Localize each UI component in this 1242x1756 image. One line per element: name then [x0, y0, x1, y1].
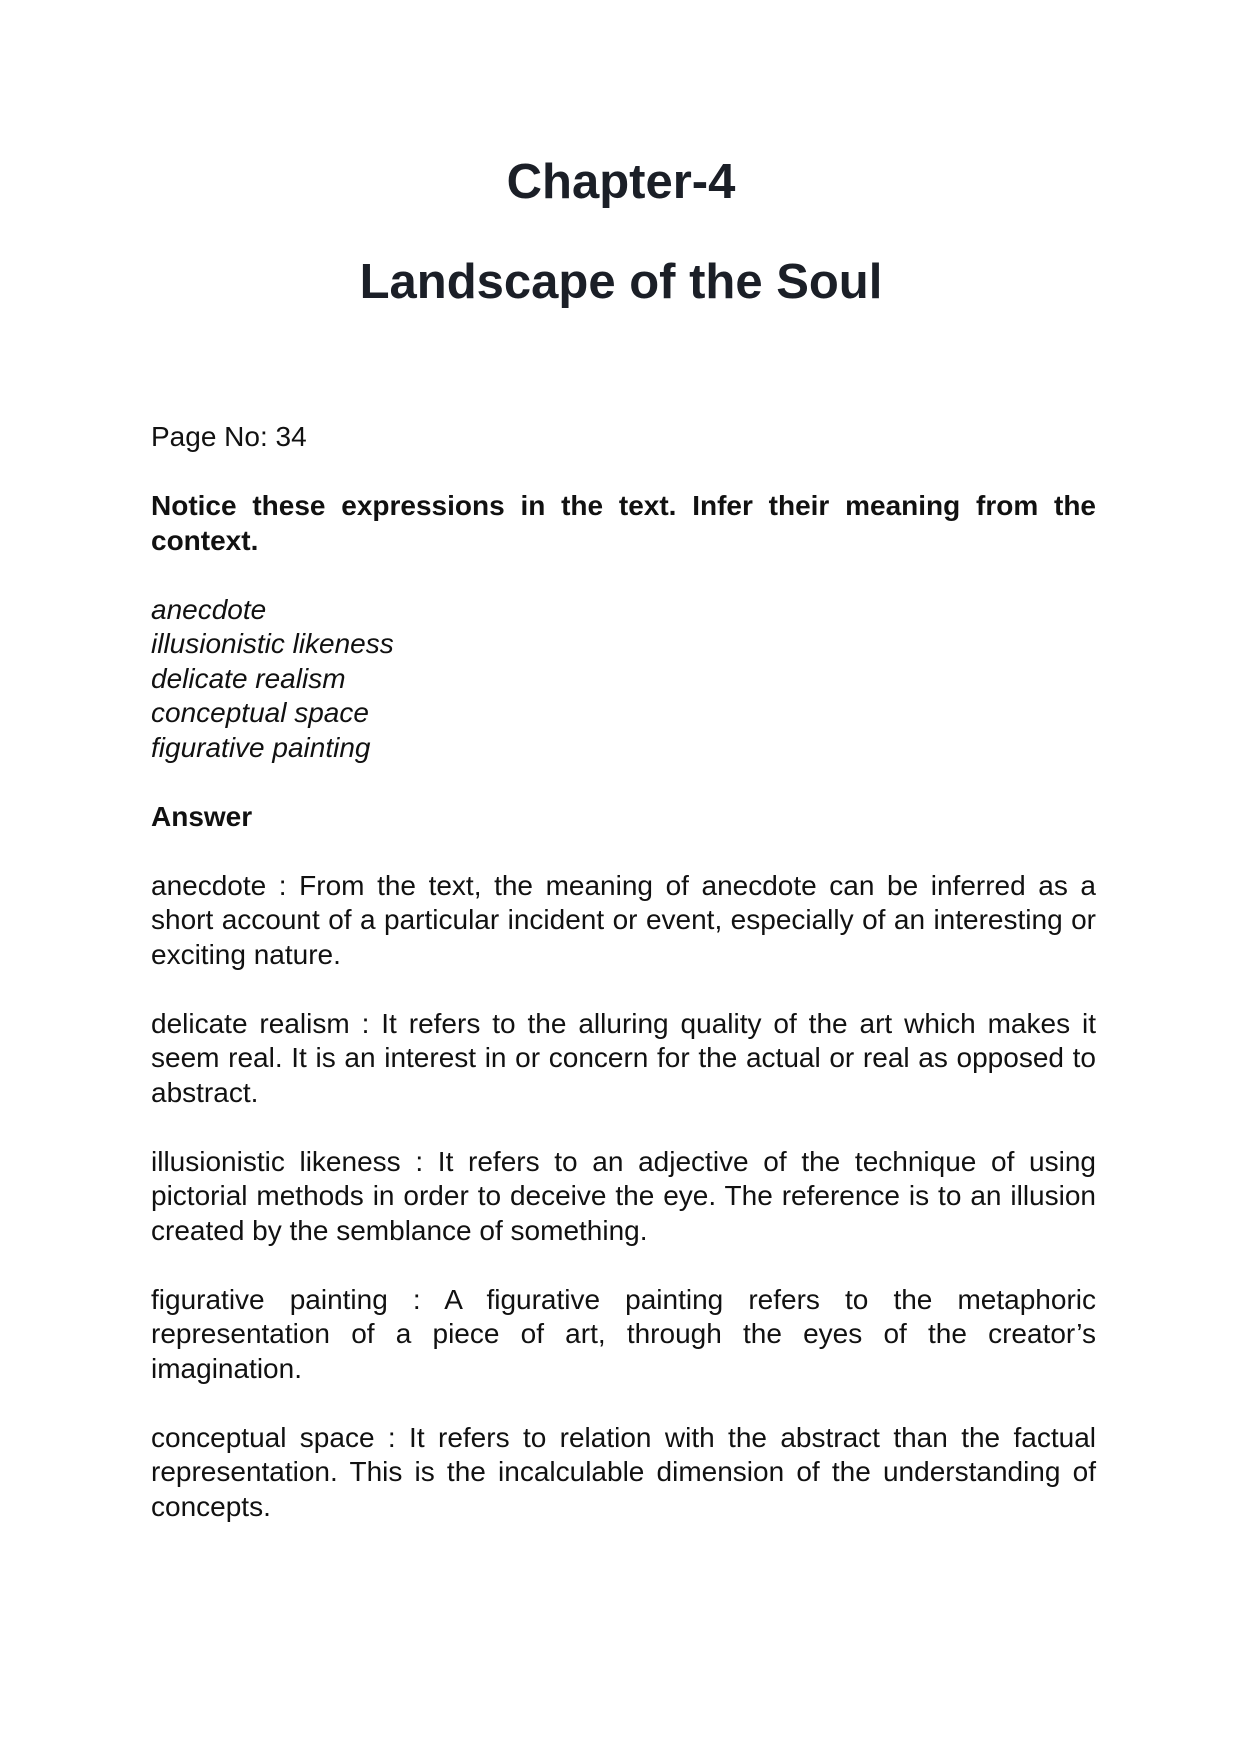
answer-paragraph: illusionistic likeness : It refers to an adjective of the technique of using pictorial methods in order to deceive the eye. The reference is to an illusion created by the semblance of something. — [151, 1145, 1096, 1246]
page-title: Landscape of the Soul — [359, 255, 883, 309]
answer-paragraph: delicate realism : It refers to the alluring quality of the art which makes it seem real. It is an interest in or concern for the actual or real as opposed to abstract. — [151, 1007, 1096, 1108]
term-item: illusionistic likeness — [151, 628, 394, 659]
terms-list — [151, 593, 1096, 766]
term-item: delicate realism — [151, 662, 346, 694]
term-item: anecdote — [151, 593, 267, 625]
answer-heading: Answer — [151, 800, 253, 832]
term-item: conceptual space — [151, 697, 369, 728]
term-item: figurative painting — [151, 731, 371, 763]
page-number: Page No: 34 — [151, 421, 307, 452]
instruction-text: Notice these expressions in the text. Infer their meaning from the context. — [151, 490, 1096, 556]
answer-paragraph: anecdote : From the text, the meaning of anecdote can be inferred as a short account of a particular incident or event, especially of an interesting or exciting nature. — [151, 869, 1096, 970]
chapter-heading: Chapter-4 — [506, 155, 736, 209]
answer-paragraph: conceptual space : It refers to relation with the abstract than the factual representation. This is the incalculable dimension of the understanding of concepts. — [151, 1421, 1096, 1522]
answer-paragraph: figurative painting : A figurative painting refers to the metaphoric representation of a piece of art, through the eyes of the creator’s imagination. — [151, 1283, 1096, 1384]
document-body — [151, 420, 1096, 1559]
